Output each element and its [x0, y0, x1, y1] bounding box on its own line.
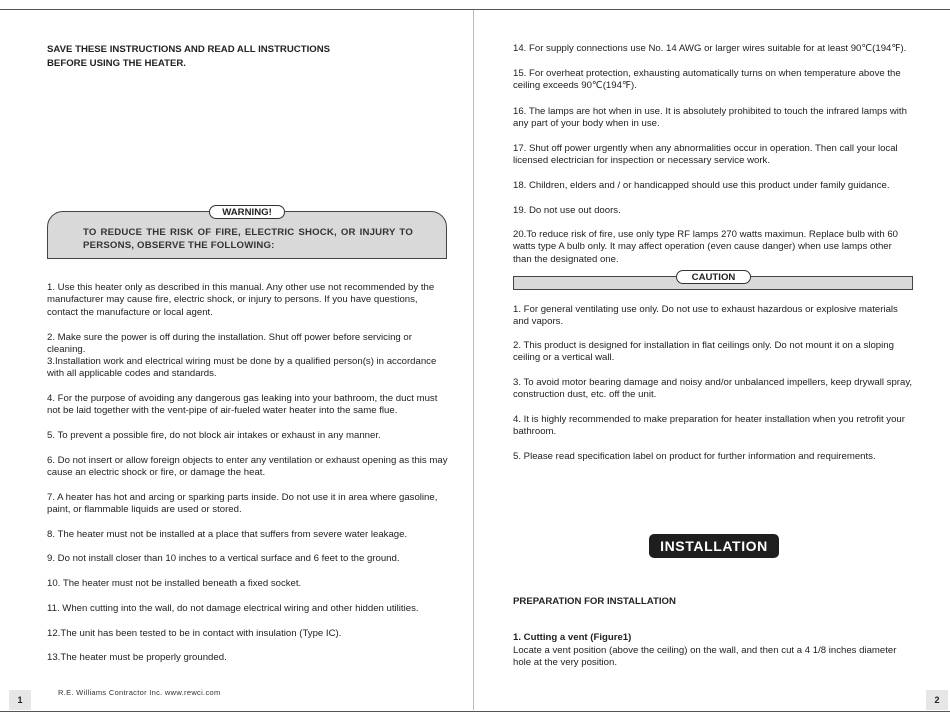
top-border	[0, 9, 950, 10]
instruction-item: 20.To reduce risk of fire, use only type RF lamps 270 watts maximun. Replace bulb with 60 watts type A bulb only. It may affect operation (even cause danger) when use lamps other than the designated one.	[513, 229, 898, 265]
caution-item: 3. To avoid motor bearing damage and noisy and/or unbalanced impellers, keep drywall spray, construction dust, etc. off the unit.	[513, 377, 913, 401]
caution-item: 2. This product is designed for installation in flat ceilings only. Do not mount it on a sloping ceiling or a vertical wall.	[513, 340, 894, 364]
page-number-right: 2	[926, 690, 948, 710]
instruction-item: 1. Use this heater only as described in this manual. Any other use not recommended by the manufacturer may cause fire, electric shock, or injury to persons. If you have questions, contact the manufacture or local agent.	[47, 282, 435, 318]
instruction-item: 15. For overheat protection, exhausting automatically turns on when temperature above the ceiling exceeds 90℃(194℉).	[513, 68, 901, 92]
instruction-item: 14. For supply connections use No. 14 AWG or larger wires suitable for at least 90℃(194℉).	[513, 43, 907, 54]
step-1-text: Locate a vent position (above the ceiling) on the wall, and then cut a 4 1/8 inches diameter hole at the very position.	[513, 645, 897, 669]
caution-label: CAUTION	[676, 270, 751, 284]
left-page-heading	[47, 43, 450, 70]
save-instructions-line-2: BEFORE USING THE HEATER.	[47, 57, 186, 69]
center-fold	[473, 10, 474, 710]
preparation-heading: PREPARATION FOR INSTALLATION	[513, 596, 676, 607]
warning-text: TO REDUCE THE RISK OF FIRE, ELECTRIC SHOCK, OR INJURY TO PERSONS, OBSERVE THE FOLLOWING:	[83, 227, 413, 251]
instruction-item: 9. Do not install closer than 10 inches to a vertical surface and 6 feet to the ground.	[47, 553, 400, 564]
installation-title: INSTALLATION	[649, 534, 779, 558]
company-footer: R.E. Williams Contractor Inc. www.rewci.com	[58, 688, 221, 697]
warning-label: WARNING!	[209, 205, 285, 219]
instruction-item: 11. When cutting into the wall, do not damage electrical wiring and other hidden utilities.	[47, 603, 419, 614]
instruction-item: 8. The heater must not be installed at a place that suffers from severe water leakage.	[47, 529, 408, 540]
instruction-item: 7. A heater has hot and arcing or sparking parts inside. Do not use it in area where gasoline, paint, or flammable liquids are used or stored.	[47, 492, 438, 516]
caution-item: 4. It is highly recommended to make preparation for heater installation when you retrofit your bathroom.	[513, 414, 905, 438]
instruction-item: 10. The heater must not be installed beneath a fixed socket.	[47, 578, 302, 589]
page-number-left: 1	[9, 690, 31, 710]
instruction-item: 6. Do not insert or allow foreign objects to enter any ventilation or exhaust opening as this may cause an electric shock or fire, or damage the heat.	[47, 455, 448, 479]
instruction-item: 16. The lamps are hot when in use. It is absolutely prohibited to touch the infrared lamps with any part of your body when in use.	[513, 106, 907, 130]
instruction-item: 4. For the purpose of avoiding any dangerous gas leaking into your bathroom, the duct must not be laid together with the vent-pipe of air-fueled water heater into the same flue.	[47, 393, 438, 417]
step-1-title: 1. Cutting a vent (Figure1)	[513, 632, 632, 643]
instruction-item: 18. Children, elders and / or handicapped should use this product under family guidance.	[513, 180, 890, 191]
instruction-item: 2. Make sure the power is off during the installation. Shut off power before servicing or cleaning.	[47, 332, 412, 356]
instruction-item: 5. To prevent a possible fire, do not block air intakes or exhaust in any manner.	[47, 430, 381, 441]
caution-item: 5. Please read specification label on product for further information and requirements.	[513, 451, 876, 462]
instruction-item: 12.The unit has been tested to be in contact with insulation (Type IC).	[47, 628, 342, 639]
caution-item: 1. For general ventilating use only. Do not use to exhaust hazardous or explosive materials and vapors.	[513, 304, 898, 328]
instruction-item: 19. Do not use out doors.	[513, 205, 621, 216]
instruction-item: 17. Shut off power urgently when any abnormalities occur in operation. Then call your local licensed electrician for inspection or necessary service work.	[513, 143, 898, 167]
instruction-item: 3.Installation work and electrical wiring must be done by a qualified person(s) in accordance with all applicable codes and standards.	[47, 356, 437, 380]
save-instructions-line-1: SAVE THESE INSTRUCTIONS AND READ ALL INSTRUCTIONS	[47, 44, 331, 55]
instruction-item: 13.The heater must be properly grounded.	[47, 652, 227, 663]
bottom-border	[0, 711, 950, 712]
